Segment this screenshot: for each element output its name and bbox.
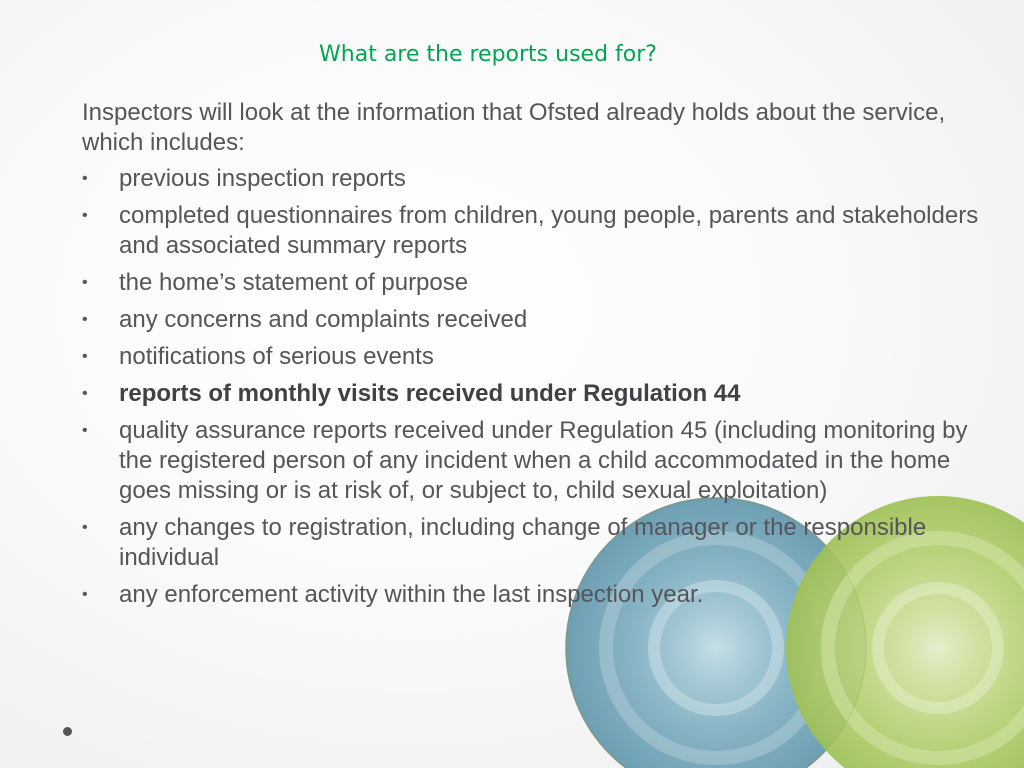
list-item xyxy=(82,305,982,335)
list-item-highlighted xyxy=(82,379,982,409)
bullet-list xyxy=(82,164,982,610)
list-item-text: any changes to registration, including change of manager or the responsible individual xyxy=(119,514,927,571)
list-item-text: reports of monthly visits received under Regulation 44 xyxy=(119,380,741,407)
list-item-text: any enforcement activity within the last inspection year. xyxy=(119,581,704,608)
slide-body xyxy=(82,98,982,617)
list-item-text: quality assurance reports received under Regulation 45 (including monitoring by the registered person of any incident when a child accommodated in the home goes missing or is at risk of, or subject to, child sexual exploitation) xyxy=(119,417,968,504)
list-item-text: the home’s statement of purpose xyxy=(119,269,469,296)
bullet-icon: • xyxy=(82,385,88,402)
bullet-icon: • xyxy=(82,519,88,536)
bullet-icon: • xyxy=(82,274,88,291)
list-item xyxy=(82,201,982,261)
bullet-icon: • xyxy=(82,311,88,328)
list-item xyxy=(82,580,982,610)
list-item xyxy=(82,416,982,506)
corner-dot-icon xyxy=(63,727,72,736)
list-item-text: previous inspection reports xyxy=(119,165,406,192)
bullet-icon: • xyxy=(82,207,88,224)
bullet-icon: • xyxy=(82,170,88,187)
slide-title: What are the reports used for? xyxy=(319,42,657,67)
bullet-icon: • xyxy=(82,586,88,603)
bullet-icon: • xyxy=(82,348,88,365)
list-item-text: notifications of serious events xyxy=(119,343,434,370)
list-item xyxy=(82,268,982,298)
list-item-text: any concerns and complaints received xyxy=(119,306,528,333)
bullet-icon: • xyxy=(82,422,88,439)
intro-text: Inspectors will look at the information that Ofsted already holds about the service, which includes: xyxy=(82,99,946,156)
list-item xyxy=(82,164,982,194)
list-item-text: completed questionnaires from children, young people, parents and stakeholders and associated summary reports xyxy=(119,202,979,259)
list-item xyxy=(82,513,982,573)
list-item xyxy=(82,342,982,372)
